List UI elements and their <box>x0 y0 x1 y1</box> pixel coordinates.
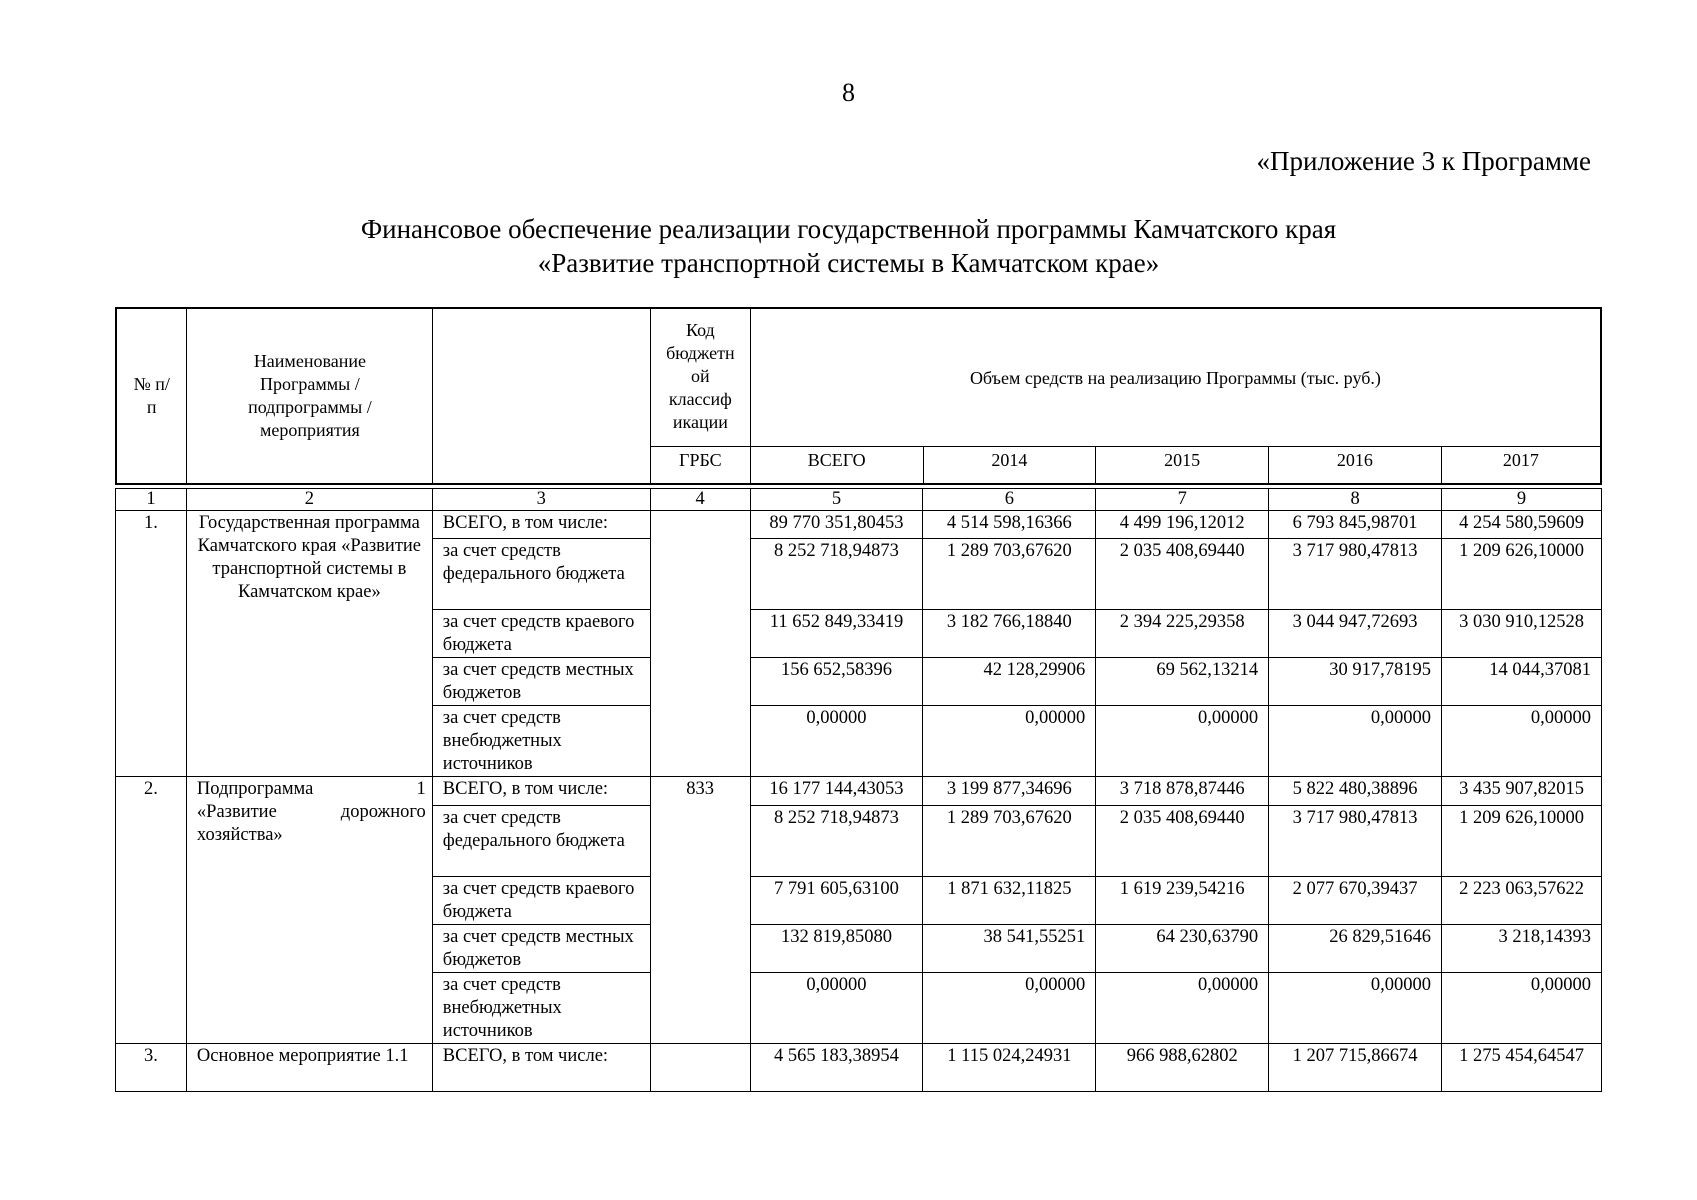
header-year-2016: 2016 <box>1268 446 1441 484</box>
value-total: 8 252 718,94873 <box>750 539 923 610</box>
value-2016: 3 717 980,47813 <box>1269 539 1442 610</box>
value-2017: 3 435 907,82015 <box>1442 777 1602 806</box>
value-total: 7 791 605,63100 <box>750 877 923 925</box>
value-2017: 3 218,14393 <box>1442 925 1602 973</box>
row-source: за счет средств краевого бюджета <box>432 610 650 658</box>
header-volume: Объем средств на реализацию Программы (тыс. руб.) <box>750 308 1601 446</box>
column-index: 2 <box>186 489 432 511</box>
value-2014: 1 289 703,67620 <box>923 539 1096 610</box>
title-line-2: «Развитие транспортной системы в Камчатском крае» <box>537 248 1160 278</box>
row-source: ВСЕГО, в том числе: <box>432 1044 650 1092</box>
value-total: 4 565 183,38954 <box>750 1044 923 1092</box>
value-2017: 14 044,37081 <box>1442 658 1602 706</box>
value-total: 11 652 849,33419 <box>750 610 923 658</box>
value-2017: 1 209 626,10000 <box>1442 806 1602 877</box>
value-2014: 3 182 766,18840 <box>923 610 1096 658</box>
header-year-2014: 2014 <box>923 446 1096 484</box>
value-2017: 3 030 910,12528 <box>1442 610 1602 658</box>
row-name-part: хозяйства» <box>196 825 283 845</box>
row-code <box>650 1044 750 1092</box>
value-2017: 4 254 580,59609 <box>1442 511 1602 539</box>
column-index: 9 <box>1442 489 1602 511</box>
column-index: 3 <box>432 489 650 511</box>
header-name: Наименование Программы / подпрограммы / мероприятия <box>187 308 433 484</box>
value-2017: 0,00000 <box>1442 706 1602 777</box>
row-source: за счет средств местных бюджетов <box>432 658 650 706</box>
table-row <box>116 1044 1602 1092</box>
header-year-2017: 2017 <box>1441 446 1601 484</box>
value-2017: 0,00000 <box>1442 973 1602 1044</box>
column-index: 6 <box>923 489 1096 511</box>
column-index: 1 <box>116 489 187 511</box>
column-index: 5 <box>750 489 923 511</box>
value-2015: 0,00000 <box>1096 973 1269 1044</box>
value-total: 8 252 718,94873 <box>750 806 923 877</box>
table-row <box>116 511 1602 539</box>
table-row <box>116 777 1602 806</box>
value-2016: 0,00000 <box>1269 706 1442 777</box>
row-name: Основное мероприятие 1.1 <box>186 1044 432 1092</box>
header-grbs: ГРБС <box>650 446 750 484</box>
header-code-line: классиф <box>668 389 732 409</box>
row-name-part: «Развитие <box>196 802 277 822</box>
value-total: 16 177 144,43053 <box>750 777 923 806</box>
row-name: Государственная программа Камчатского края «Развитие транспортной системы в Камчатском крае» <box>186 511 432 777</box>
value-total: 156 652,58396 <box>750 658 923 706</box>
column-index: 4 <box>650 489 750 511</box>
value-2014: 1 115 024,24931 <box>923 1044 1096 1092</box>
value-2015: 3 718 878,87446 <box>1096 777 1269 806</box>
row-code <box>650 511 750 777</box>
value-2015: 2 035 408,69440 <box>1096 539 1269 610</box>
financing-table <box>115 488 1602 1092</box>
value-2014: 1 289 703,67620 <box>923 806 1096 877</box>
row-name-part: Подпрограмма <box>196 779 314 799</box>
value-2016: 3 044 947,72693 <box>1269 610 1442 658</box>
row-source: за счет средств местных бюджетов <box>432 925 650 973</box>
row-name-part: дорожного <box>340 802 426 822</box>
header-code-line: ой <box>691 366 710 386</box>
column-index: 8 <box>1269 489 1442 511</box>
value-2015: 64 230,63790 <box>1096 925 1269 973</box>
value-2016: 3 717 980,47813 <box>1269 806 1442 877</box>
header-code-line: бюджетн <box>666 343 735 363</box>
row-name <box>186 777 432 1044</box>
column-index: 7 <box>1096 489 1269 511</box>
value-2014: 42 128,29906 <box>923 658 1096 706</box>
row-number: 3. <box>116 1044 187 1092</box>
value-2016: 5 822 480,38896 <box>1269 777 1442 806</box>
header-source <box>433 308 651 484</box>
column-index-row <box>116 489 1602 511</box>
value-2015: 1 619 239,54216 <box>1096 877 1269 925</box>
row-source: за счет средств краевого бюджета <box>432 877 650 925</box>
value-2015: 966 988,62802 <box>1096 1044 1269 1092</box>
value-2014: 1 871 632,11825 <box>923 877 1096 925</box>
value-2015: 2 035 408,69440 <box>1096 806 1269 877</box>
document-title <box>0 212 1697 280</box>
value-2014: 38 541,55251 <box>923 925 1096 973</box>
row-source: за счет средств федерального бюджета <box>432 806 650 877</box>
value-2016: 6 793 845,98701 <box>1269 511 1442 539</box>
row-name-part: 1 <box>416 779 426 799</box>
value-total: 0,00000 <box>750 973 923 1044</box>
value-total: 0,00000 <box>750 706 923 777</box>
row-source: за счет средств федерального бюджета <box>432 539 650 610</box>
header-total: ВСЕГО <box>750 446 923 484</box>
value-2014: 0,00000 <box>923 706 1096 777</box>
row-number: 1. <box>116 511 187 777</box>
value-2017: 1 275 454,64547 <box>1442 1044 1602 1092</box>
value-2015: 4 499 196,12012 <box>1096 511 1269 539</box>
value-2015: 69 562,13214 <box>1096 658 1269 706</box>
value-2014: 3 199 877,34696 <box>923 777 1096 806</box>
title-line-1: Финансовое обеспечение реализации государственной программы Камчатского края <box>360 214 1337 244</box>
value-2017: 1 209 626,10000 <box>1442 539 1602 610</box>
row-source: за счет средств внебюджетных источников <box>432 973 650 1044</box>
header-code <box>650 308 750 446</box>
row-source: ВСЕГО, в том числе: <box>432 511 650 539</box>
value-2016: 0,00000 <box>1269 973 1442 1044</box>
value-2015: 2 394 225,29358 <box>1096 610 1269 658</box>
header-code-line: икации <box>672 412 728 432</box>
financing-table-header <box>115 307 1602 485</box>
row-source: ВСЕГО, в том числе: <box>432 777 650 806</box>
header-code-line: Код <box>685 320 715 340</box>
value-2014: 4 514 598,16366 <box>923 511 1096 539</box>
value-2015: 0,00000 <box>1096 706 1269 777</box>
appendix-label: «Приложение 3 к Программе <box>1256 146 1591 176</box>
page-number: 8 <box>842 78 855 107</box>
value-2016: 26 829,51646 <box>1269 925 1442 973</box>
value-2016: 30 917,78195 <box>1269 658 1442 706</box>
value-total: 132 819,85080 <box>750 925 923 973</box>
value-2017: 2 223 063,57622 <box>1442 877 1602 925</box>
header-number: № п/п <box>116 308 187 484</box>
value-2014: 0,00000 <box>923 973 1096 1044</box>
row-code: 833 <box>650 777 750 1044</box>
value-2016: 1 207 715,86674 <box>1269 1044 1442 1092</box>
header-year-2015: 2015 <box>1096 446 1269 484</box>
row-number: 2. <box>116 777 187 1044</box>
value-2016: 2 077 670,39437 <box>1269 877 1442 925</box>
value-total: 89 770 351,80453 <box>750 511 923 539</box>
row-source: за счет средств внебюджетных источников <box>432 706 650 777</box>
